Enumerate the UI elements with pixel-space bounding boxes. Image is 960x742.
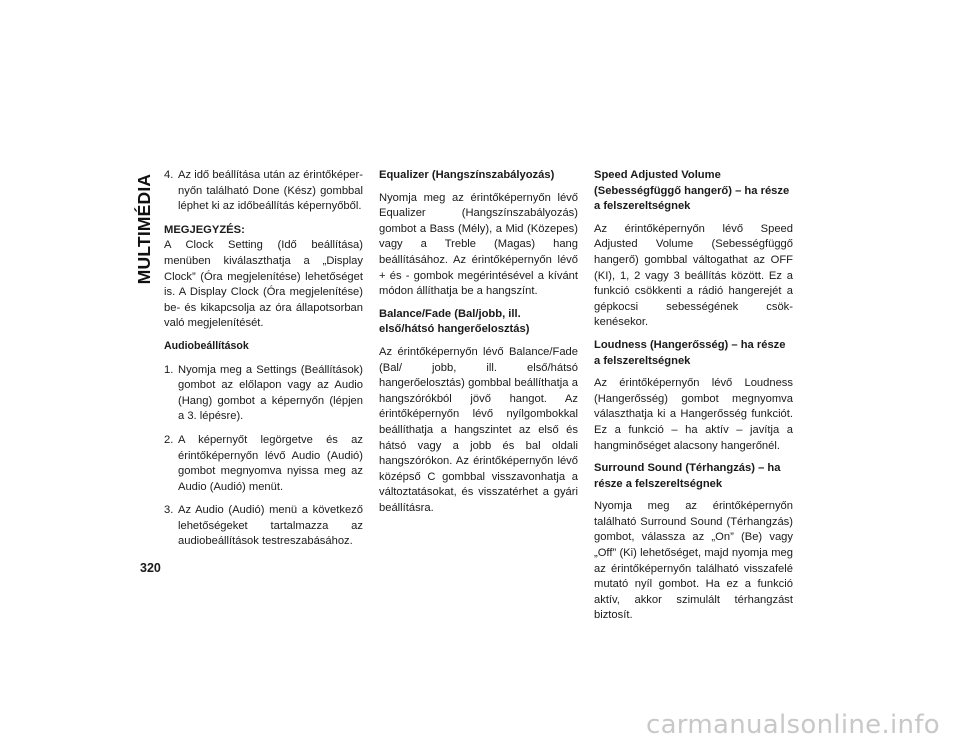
list-item-text: Az idő beállítása után az érintőképernyőn található Done (Kész) gombbal léphet ki az időbeállítás képernyőből.	[178, 169, 363, 213]
list-item-number: 4.	[164, 169, 174, 181]
list-item	[164, 433, 363, 495]
speed-adjusted-volume-heading: Speed Adjusted Volume (Sebességfüggő hangerő) – ha része a felszereltségnek	[594, 169, 790, 213]
section-tab	[133, 168, 157, 290]
list-item-text: A képernyőt legörgetve és az érintőképernyőn lévő Audio (Audió) gombot megnyomva nyissa meg az Audio (Audió) menüt.	[178, 433, 363, 493]
list-item-text: Az Audio (Audió) menü a következő lehetőségeket tartalmazza az audiobeállítások testreszabásához.	[178, 504, 363, 548]
list-item-number: 3.	[164, 504, 174, 517]
equalizer-text: Nyomja meg az érintőképernyőn lévő Equalizer (Hangszínszabályozás) gombot a Bass (Mély), a Mid (Közepes) vagy a Treble (Magas) hang beállításához. Az érintőképernyőn lévő + és - gombok megérintésével a kívánt módon állíthatja be a hangszínt.	[379, 191, 578, 298]
list-item-number: 2.	[164, 433, 174, 446]
column-middle	[379, 168, 578, 523]
surround-sound-heading: Surround Sound (Térhangzás) – ha része a felszereltségnek	[594, 462, 781, 490]
list-item	[164, 168, 363, 215]
section-tab-label: MULTIMÉDIA	[134, 173, 155, 285]
equalizer-heading: Equalizer (Hangszínszabályozás)	[379, 169, 555, 181]
balance-fade-text: Az érintőképernyőn lévő Balance/Fade (Bal/ jobb, ill. első/hátsó hangerőelosztás) gombbal beállíthatja a hangszórókból jövő hangot. Az érintőképernyőn lévő nyílgombokkal beállíthatja a hangszintet az első és hátsó vagy a jobb és bal oldali hangszórókon. Az érintőképernyőn lévő középső C gombbal visszavonhatja a változtatásokat, és visszatérhet a gyári beállításra.	[379, 345, 578, 514]
list-item	[164, 503, 363, 550]
list-item-number: 1.	[164, 363, 174, 376]
surround-sound-text: Nyomja meg az érintőképernyőn található Surround Sound (Térhangzás) gombot, válassza az „On” (Be) vagy „Off” (Ki) lehetőséget, majd nyomja meg az érintőképernyőn található visszafelé mutató nyíl gombot. Ha ez a funkció aktív, akkor szimulált térhangzást biztosít.	[594, 500, 793, 622]
watermark: carmanualsonline.info	[645, 710, 940, 741]
list-item	[164, 363, 363, 425]
speed-adjusted-volume-text: Az érintőképernyőn lévő Speed Adjusted Volume (Sebességfüggő hangerő) gombbal váltogathat az OFF (KI), 1, 2 vagy 3 beállítás között. Ez a funkció csökkenti a rádió hangerejét a gépkocsi sebességének csökkenésekor.	[594, 222, 793, 329]
page-number: 320	[140, 561, 161, 575]
audio-settings-heading: Audiobeállítások	[164, 339, 249, 352]
column-right	[594, 168, 793, 631]
loudness-text: Az érintőképernyőn lévő Loudness (Hangerősség) gombot megnyomva választhatja ki a Hangerősség funkciót. Ez a funkció – ha aktív – javítja a hangminőséget alacsony hangerőnél.	[594, 377, 793, 452]
balance-fade-heading: Balance/Fade (Bal/jobb, ill. első/hátsó hangerőelosztás)	[379, 307, 530, 336]
column-left	[164, 168, 363, 558]
note-text: A Clock Setting (Idő beállítása) menüben kiválaszthatja a „Display Clock” (Óra megjelenítése) lehetőséget is. A Display Clock (Óra megjelenítése) be- és kikapcsolja az óra állapotsorban való megjelenítését.	[164, 239, 363, 330]
loudness-heading: Loudness (Hangerősség) – ha része a felszereltségnek	[594, 338, 786, 367]
note-heading: MEGJEGYZÉS:	[164, 223, 245, 236]
list-item-text: Nyomja meg a Settings (Beállítások) gombot az előlapon vagy az Audio (Hang) gombot a képernyőn (lépjen a 3. lépésre).	[178, 363, 363, 423]
